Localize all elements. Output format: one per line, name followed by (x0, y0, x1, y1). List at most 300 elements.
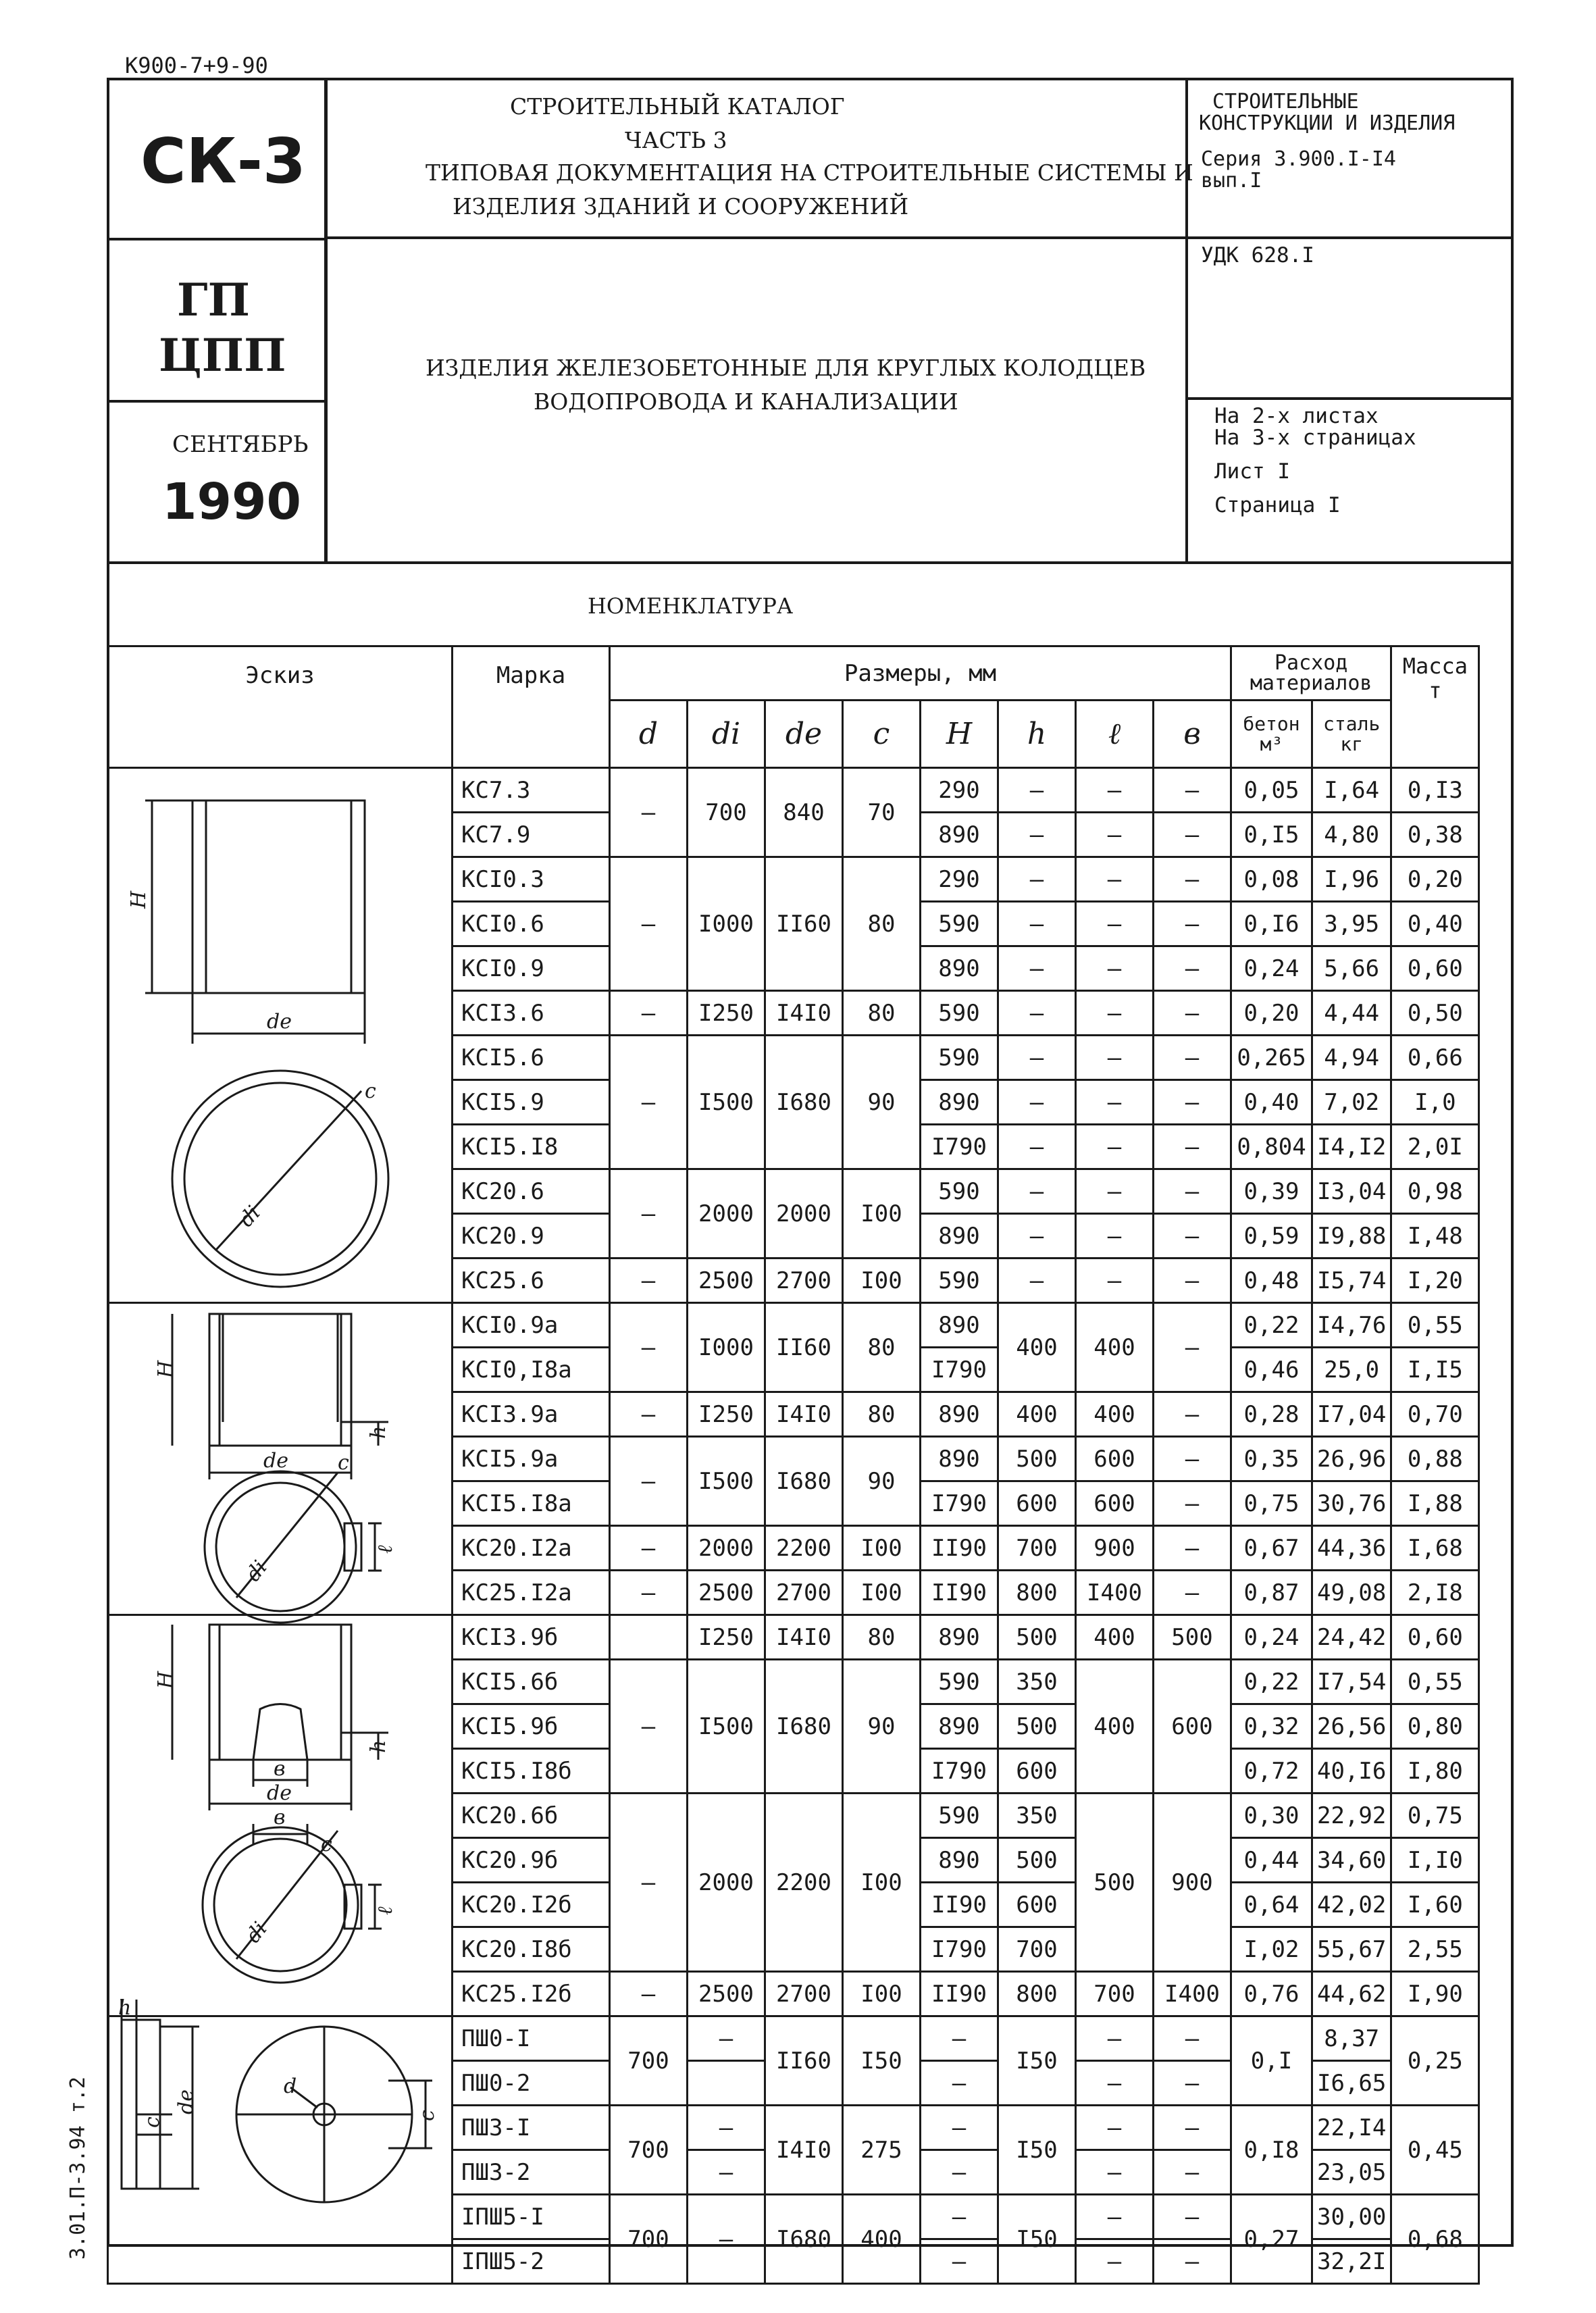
cell-st: 55,67 (1312, 1927, 1391, 1972)
cell-di: 2000 (688, 1169, 765, 1259)
cell-h: — (998, 813, 1076, 857)
cell-de: 2700 (765, 1259, 843, 1303)
cell-mass: 0,25 (1391, 2016, 1479, 2106)
cell-c: 275 (843, 2106, 921, 2195)
cell-st: 30,76 (1312, 1481, 1391, 1526)
cell-b: — (1154, 1303, 1231, 1392)
cell-st: 22,I4 (1312, 2106, 1391, 2150)
cell-mark: ПШ3-I (453, 2106, 610, 2150)
cell-h: I50 (998, 2016, 1076, 2106)
cell-con: 0,I (1231, 2016, 1312, 2106)
header-h: h (998, 701, 1076, 768)
cell-b: — (1154, 1526, 1231, 1571)
cell-mass: 0,45 (1391, 2106, 1479, 2195)
month: СЕНТЯБРЬ (172, 431, 309, 458)
cell-con: 0,76 (1231, 1972, 1312, 2016)
cell-c: 400 (843, 2195, 921, 2284)
svg-text:в: в (274, 1757, 286, 1781)
sketch-slab-section (118, 1996, 199, 2189)
cell-con: 0,40 (1231, 1080, 1312, 1125)
cell-d: 700 (610, 2016, 688, 2106)
cell-mark: КСI5.9б (453, 1704, 610, 1749)
cell-de: I4I0 (765, 991, 843, 1036)
cell-l: — (1076, 2239, 1154, 2284)
svg-text:H: H (154, 1671, 178, 1689)
svg-text:c: c (321, 1833, 332, 1856)
cell-mark: КС20.6б (453, 1794, 610, 1838)
cell-h: — (998, 1036, 1076, 1080)
cell-b: I400 (1154, 1972, 1231, 2016)
cell-c: 80 (843, 991, 921, 1036)
cell-con: 0,08 (1231, 857, 1312, 902)
cell-h: — (998, 1259, 1076, 1303)
cell-de: I680 (765, 1437, 843, 1526)
cell-de: I680 (765, 1660, 843, 1794)
cell-mark: КС7.9 (453, 813, 610, 857)
cell-h: 600 (998, 1883, 1076, 1927)
svg-text:H: H (127, 890, 151, 909)
cell-H: 890 (921, 1615, 998, 1660)
header-d: d (610, 701, 688, 768)
cell-mass: I,I0 (1391, 1838, 1479, 1883)
cell-b: — (1154, 2061, 1231, 2106)
cell-l: 400 (1076, 1303, 1154, 1392)
catalog-line-2: ЧАСТЬ 3 (625, 127, 727, 153)
cell-b: — (1154, 1259, 1231, 1303)
cell-mass: 0,50 (1391, 991, 1479, 1036)
cell-H: 590 (921, 1259, 998, 1303)
cell-c: I00 (843, 1526, 921, 1571)
cell-H: 590 (921, 1036, 998, 1080)
cell-mass: 0,88 (1391, 1437, 1479, 1481)
cell-l: — (1076, 2195, 1154, 2239)
cell-con: 0,48 (1231, 1259, 1312, 1303)
cell-h: — (998, 902, 1076, 946)
cell-de: 2200 (765, 1526, 843, 1571)
cell-H: I790 (921, 1927, 998, 1972)
cell-H: 890 (921, 1392, 998, 1437)
cell-di: I000 (688, 1303, 765, 1392)
cell-con: 0,44 (1231, 1838, 1312, 1883)
cell-c: 80 (843, 1615, 921, 1660)
cell-con: 0,24 (1231, 946, 1312, 991)
cell-d: — (610, 1169, 688, 1259)
cell-h: — (998, 1169, 1076, 1214)
cell-H: 590 (921, 1169, 998, 1214)
cell-c: 80 (843, 1303, 921, 1392)
cell-c: 80 (843, 857, 921, 991)
cell-l: 500 (1076, 1794, 1154, 1972)
cell-H: II90 (921, 1571, 998, 1615)
cell-de: I4I0 (765, 2106, 843, 2195)
cell-st: 30,00 (1312, 2195, 1391, 2239)
svg-text:de: de (263, 1449, 288, 1473)
cell-h: 800 (998, 1571, 1076, 1615)
cell-di: — (688, 2106, 765, 2150)
sheet-line-1: На 2-х листах (1214, 404, 1379, 428)
cell-di: I500 (688, 1036, 765, 1169)
cell-mass: 0,60 (1391, 1615, 1479, 1660)
cell-l: — (1076, 902, 1154, 946)
cell-H: I790 (921, 1125, 998, 1169)
cell-mark: КС20.I8б (453, 1927, 610, 1972)
sketch-ring-plan (172, 1071, 388, 1287)
cell-st: 3,95 (1312, 902, 1391, 946)
cell-d: — (610, 1259, 688, 1303)
cell-mass: 0,55 (1391, 1303, 1479, 1348)
udk: УДК 628.I (1201, 243, 1314, 268)
cell-h: 500 (998, 1704, 1076, 1749)
cell-con: I,02 (1231, 1927, 1312, 1972)
cell-mark: КС20.I2а (453, 1526, 610, 1571)
cell-b: — (1154, 1036, 1231, 1080)
cell-con: 0,22 (1231, 1660, 1312, 1704)
cell-de: I680 (765, 1036, 843, 1169)
cell-h: 700 (998, 1927, 1076, 1972)
svg-text:h: h (367, 1425, 390, 1439)
cell-l: 700 (1076, 1972, 1154, 2016)
section-line-1: СТРОИТЕЛЬНЫЕ (1212, 90, 1359, 113)
header-mass-label: Масса т (1402, 653, 1468, 703)
cell-l: 400 (1076, 1392, 1154, 1437)
cell-st: I7,54 (1312, 1660, 1391, 1704)
sketch-ring-b-plan (203, 1806, 397, 1983)
cell-mark: IПШ5-2 (453, 2239, 610, 2284)
cell-st: I5,74 (1312, 1259, 1391, 1303)
cell-d: — (610, 1794, 688, 1972)
cell-con: 0,67 (1231, 1526, 1312, 1571)
cell-l: 600 (1076, 1481, 1154, 1526)
cell-c: 80 (843, 1392, 921, 1437)
section-line-2: КОНСТРУКЦИИ И ИЗДЕЛИЯ (1199, 111, 1456, 135)
cell-d: — (610, 857, 688, 991)
cell-l: 900 (1076, 1526, 1154, 1571)
cell-mass: I,20 (1391, 1259, 1479, 1303)
cell-H: 890 (921, 1838, 998, 1883)
cell-mark: КСI3.6 (453, 991, 610, 1036)
cell-c: 90 (843, 1036, 921, 1169)
cell-mass: 0,68 (1391, 2195, 1479, 2284)
cell-c: I00 (843, 1169, 921, 1259)
cell-mark: КС20.9 (453, 1214, 610, 1259)
side-code: 3.01.П-3.94 т.2 (66, 2077, 90, 2260)
cell-h: 600 (998, 1749, 1076, 1794)
header-mark-label: Марка (496, 662, 566, 689)
cell-de: 2700 (765, 1571, 843, 1615)
cell-st: I7,04 (1312, 1392, 1391, 1437)
cell-di: 2500 (688, 1259, 765, 1303)
cell-h: 500 (998, 1437, 1076, 1481)
svg-text:h: h (118, 1996, 132, 2020)
cell-b: — (1154, 1169, 1231, 1214)
cell-st: 32,2I (1312, 2239, 1391, 2284)
cell-st: 4,44 (1312, 991, 1391, 1036)
header-b: в (1154, 701, 1231, 768)
cell-b: 900 (1154, 1794, 1231, 1972)
cell-b: — (1154, 857, 1231, 902)
cell-H: 890 (921, 1303, 998, 1348)
cell-l: 400 (1076, 1615, 1154, 1660)
cell-mass: 0,75 (1391, 1794, 1479, 1838)
cell-st: I,96 (1312, 857, 1391, 902)
cell-mark: КСI0.9 (453, 946, 610, 991)
cell-con: 0,64 (1231, 1883, 1312, 1927)
cell-d: — (610, 1036, 688, 1169)
cell-st: 34,60 (1312, 1838, 1391, 1883)
cell-de: I4I0 (765, 1392, 843, 1437)
cell-h: I50 (998, 2106, 1076, 2195)
cell-h: — (998, 1080, 1076, 1125)
cell-con: 0,87 (1231, 1571, 1312, 1615)
header-H: H (921, 701, 998, 768)
cell-H: 890 (921, 1437, 998, 1481)
sketch-slab-plan (236, 2027, 439, 2202)
cell-mass: I,48 (1391, 1214, 1479, 1259)
cell-di: I000 (688, 857, 765, 991)
cell-l: 600 (1076, 1437, 1154, 1481)
cell-l: — (1076, 1080, 1154, 1125)
header-de: de (765, 701, 843, 768)
header-concrete: бетон м³ (1231, 701, 1312, 768)
svg-text:de: de (174, 2089, 198, 2114)
cell-l: I400 (1076, 1571, 1154, 1615)
cell-H: 590 (921, 1660, 998, 1704)
cell-de: 840 (765, 768, 843, 857)
cell-de: I680 (765, 2195, 843, 2284)
cell-mark: КСI5.9а (453, 1437, 610, 1481)
cell-l: — (1076, 1125, 1154, 1169)
cell-d: — (610, 1392, 688, 1437)
cell-di: 2000 (688, 1526, 765, 1571)
cell-de: 2700 (765, 1972, 843, 2016)
cell-c: I00 (843, 1794, 921, 1972)
cell-H: — (921, 2061, 998, 2106)
cell-mark: КС20.I2б (453, 1883, 610, 1927)
product-line-1: ИЗДЕЛИЯ ЖЕЛЕЗОБЕТОННЫЕ ДЛЯ КРУГЛЫХ КОЛОДЦЕВ (426, 355, 1146, 381)
cell-con: 0,39 (1231, 1169, 1312, 1214)
cell-l: — (1076, 1259, 1154, 1303)
cell-st: 24,42 (1312, 1615, 1391, 1660)
cell-H: 890 (921, 1704, 998, 1749)
cell-d: 700 (610, 2195, 688, 2284)
sketch-ring-a-plan (205, 1451, 397, 1623)
svg-text:di: di (234, 1201, 265, 1232)
cell-di: 2500 (688, 1571, 765, 1615)
cell-con: 0,30 (1231, 1794, 1312, 1838)
cell-H: 290 (921, 857, 998, 902)
cell-con: 0,75 (1231, 1481, 1312, 1526)
cell-con: 0,46 (1231, 1348, 1312, 1392)
cell-mark: КСI5.I8 (453, 1125, 610, 1169)
cell-H: 590 (921, 991, 998, 1036)
cell-b: — (1154, 1437, 1231, 1481)
cell-mark: КСI5.6 (453, 1036, 610, 1080)
cell-con: 0,I6 (1231, 902, 1312, 946)
section-line-4: вып.I (1201, 169, 1262, 193)
cell-di: I250 (688, 1615, 765, 1660)
cell-st: I4,76 (1312, 1303, 1391, 1348)
cell-mark: КСI5.I8б (453, 1749, 610, 1794)
cell-H: 890 (921, 1080, 998, 1125)
cell-mark: КС20.9б (453, 1838, 610, 1883)
cell-mark: ПШ3-2 (453, 2150, 610, 2195)
cell-di: I500 (688, 1660, 765, 1794)
svg-text:c: c (140, 2116, 164, 2128)
svg-text:H: H (154, 1360, 178, 1378)
cell-mark: ПШ0-2 (453, 2061, 610, 2106)
cell-con: 0,59 (1231, 1214, 1312, 1259)
cell-c: I00 (843, 1259, 921, 1303)
svg-text:h: h (367, 1739, 390, 1753)
cell-st: I4,I2 (1312, 1125, 1391, 1169)
svg-text:d: d (284, 2075, 297, 2098)
cell-mark: КСI0,I8а (453, 1348, 610, 1392)
catalog-line-3: ТИПОВАЯ ДОКУМЕНТАЦИЯ НА СТРОИТЕЛЬНЫЕ СИСТЕМЫ И (426, 159, 1193, 186)
svg-text:в: в (274, 1806, 286, 1829)
cell-st: 42,02 (1312, 1883, 1391, 1927)
cell-st: 22,92 (1312, 1794, 1391, 1838)
cell-h: 600 (998, 1481, 1076, 1526)
cell-con: 0,05 (1231, 768, 1312, 813)
cell-H: I790 (921, 1749, 998, 1794)
cell-mass: 0,20 (1391, 857, 1479, 902)
cell-b: — (1154, 2016, 1231, 2061)
cell-st: 4,80 (1312, 813, 1391, 857)
cell-b: — (1154, 2239, 1231, 2284)
cell-mass: 0,70 (1391, 1392, 1479, 1437)
cell-h: 500 (998, 1615, 1076, 1660)
cell-st: 26,96 (1312, 1437, 1391, 1481)
cell-b: — (1154, 1392, 1231, 1437)
cell-con: 0,20 (1231, 991, 1312, 1036)
cell-l: — (1076, 991, 1154, 1036)
cell-st: 5,66 (1312, 946, 1391, 991)
cell-mass: 0,I3 (1391, 768, 1479, 813)
catalog-line-1: СТРОИТЕЛЬНЫЙ КАТАЛОГ (510, 93, 845, 120)
cell-l: — (1076, 2016, 1154, 2061)
cell-st: I3,04 (1312, 1169, 1391, 1214)
cell-H: 890 (921, 1214, 998, 1259)
cell-st: 49,08 (1312, 1571, 1391, 1615)
cell-mark: КСI3.9б (453, 1615, 610, 1660)
cell-di: 2000 (688, 1794, 765, 1972)
ck-code: СК-3 (140, 125, 306, 197)
cell-st: 26,56 (1312, 1704, 1391, 1749)
cell-b: — (1154, 768, 1231, 813)
cell-mass: 0,98 (1391, 1169, 1479, 1214)
cell-l: — (1076, 1036, 1154, 1080)
org-line1: ГП (177, 274, 250, 326)
cell-mass: 0,38 (1391, 813, 1479, 857)
cell-l: — (1076, 946, 1154, 991)
sheet-line-4: Страница I (1214, 493, 1341, 517)
cell-mass: 0,55 (1391, 1660, 1479, 1704)
cell-b: 500 (1154, 1615, 1231, 1660)
cell-d: 700 (610, 2106, 688, 2195)
sketch-ring-elevation (127, 800, 365, 1044)
cell-H: II90 (921, 1972, 998, 2016)
header-steel: сталь кг (1312, 701, 1391, 768)
cell-d: — (610, 1437, 688, 1526)
cell-di: I250 (688, 991, 765, 1036)
cell-d: — (610, 1526, 688, 1571)
cell-con: 0,28 (1231, 1392, 1312, 1437)
cell-di: I250 (688, 1392, 765, 1437)
cell-con: 0,I5 (1231, 813, 1312, 857)
cell-mark: КСI5.6б (453, 1660, 610, 1704)
header-sketch-label: Эскиз (245, 662, 315, 689)
header-consumption-label: Расход материалов (1250, 651, 1372, 695)
svg-text:de: de (267, 1781, 292, 1805)
cell-mark: КС25.I2а (453, 1571, 610, 1615)
cell-l: — (1076, 1214, 1154, 1259)
cell-mass: 2,55 (1391, 1927, 1479, 1972)
cell-mass: 0,40 (1391, 902, 1479, 946)
cell-h: 350 (998, 1794, 1076, 1838)
cell-b: — (1154, 1571, 1231, 1615)
svg-text:ℓ: ℓ (374, 1545, 397, 1554)
cell-H: — (921, 2239, 998, 2284)
cell-st: 44,62 (1312, 1972, 1391, 2016)
cell-mark: ПШ0-I (453, 2016, 610, 2061)
section-line-3: Серия 3.900.I-I4 (1201, 147, 1396, 171)
cell-mark: КС20.6 (453, 1169, 610, 1214)
cell-mark: КСI5.9 (453, 1080, 610, 1125)
cell-d: — (610, 1303, 688, 1392)
sketch-ring-a-elevation (154, 1314, 390, 1479)
cell-con: 0,24 (1231, 1615, 1312, 1660)
cell-con: 0,35 (1231, 1437, 1312, 1481)
cell-mass: 0,66 (1391, 1036, 1479, 1080)
catalog-code: К900-7+9-90 (125, 53, 268, 78)
svg-text:di: di (241, 1556, 272, 1586)
cell-mass: I,I5 (1391, 1348, 1479, 1392)
cell-H: — (921, 2150, 998, 2195)
cell-l: — (1076, 768, 1154, 813)
cell-d: — (610, 1571, 688, 1615)
cell-mass: I,88 (1391, 1481, 1479, 1526)
cell-con: 0,32 (1231, 1704, 1312, 1749)
sketch-ring-b-elevation (154, 1625, 390, 1810)
cell-b: — (1154, 2195, 1231, 2239)
cell-de: II60 (765, 1303, 843, 1392)
cell-de: II60 (765, 2016, 843, 2106)
cell-de: 2000 (765, 1169, 843, 1259)
cell-de: 2200 (765, 1794, 843, 1972)
cell-h: — (998, 1214, 1076, 1259)
cell-st: 7,02 (1312, 1080, 1391, 1125)
cell-c: I00 (843, 1972, 921, 2016)
cell-H: II90 (921, 1883, 998, 1927)
cell-mass: I,0 (1391, 1080, 1479, 1125)
cell-b: — (1154, 813, 1231, 857)
svg-text:c: c (365, 1079, 376, 1103)
svg-text:ℓ: ℓ (374, 1906, 397, 1915)
cell-b: — (1154, 2106, 1231, 2150)
cell-H: 890 (921, 946, 998, 991)
cell-mass: I,90 (1391, 1972, 1479, 2016)
cell-con: 0,I8 (1231, 2106, 1312, 2195)
svg-text:di: di (241, 1917, 272, 1948)
cell-h: 400 (998, 1303, 1076, 1392)
cell-h: 350 (998, 1660, 1076, 1704)
header-sizes-label: Размеры, мм (844, 659, 997, 687)
product-line-2: ВОДОПРОВОДА И КАНАЛИЗАЦИИ (534, 388, 958, 415)
header-l: ℓ (1076, 701, 1154, 768)
cell-h: I50 (998, 2195, 1076, 2284)
cell-mark: КС7.3 (453, 768, 610, 813)
cell-d: — (610, 1972, 688, 2016)
